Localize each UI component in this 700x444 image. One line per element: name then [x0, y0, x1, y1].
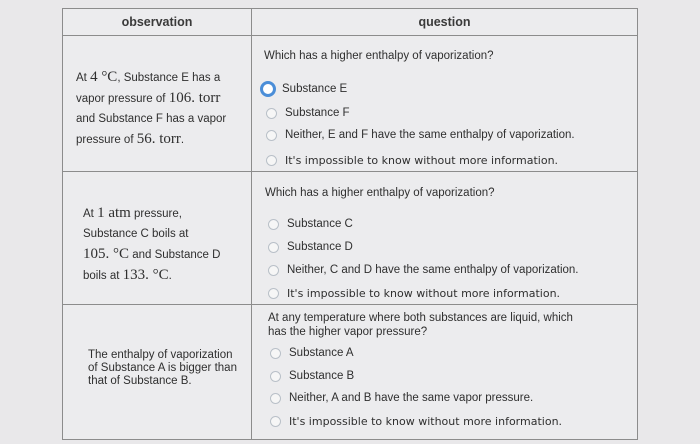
observation-1: At 4 °C, Substance E has a vapor pressure of 106. torr and Substance F has a vapor pressure of 56. torr. — [76, 69, 227, 147]
question-2-text: Which has a higher enthalpy of vaporization? — [265, 187, 495, 199]
option-neither-cd[interactable]: Neither, C and D have the same enthalpy of vaporization. — [268, 264, 579, 276]
radio-icon[interactable] — [270, 371, 281, 382]
option-substance-b[interactable]: Substance B — [270, 370, 354, 382]
radio-icon[interactable] — [266, 108, 277, 119]
question-1-text: Which has a higher enthalpy of vaporization? — [264, 50, 494, 62]
observation-2: At 1 atm pressure, Substance C boils at 105. °C and Substance D boils at 133. °C. — [83, 205, 221, 283]
option-substance-a[interactable]: Substance A — [270, 347, 354, 359]
question-3-text: At any temperature where both substances are liquid, which has the higher vapor pressure? — [268, 312, 573, 338]
option-neither-ef[interactable]: Neither, E and F have the same enthalpy of vaporization. — [266, 129, 575, 141]
column-divider — [251, 9, 252, 439]
observation-3: The enthalpy of vaporization of Substance A is bigger than that of Substance B. — [88, 349, 237, 387]
radio-icon[interactable] — [270, 393, 281, 404]
option-substance-f[interactable]: Substance F — [266, 107, 350, 119]
option-substance-e[interactable]: Substance E — [260, 81, 347, 97]
radio-icon[interactable] — [270, 348, 281, 359]
row-divider-2 — [63, 304, 637, 305]
radio-selected-icon[interactable] — [260, 81, 276, 97]
radio-icon[interactable] — [268, 265, 279, 276]
option-neither-ab[interactable]: Neither, A and B have the same vapor pressure. — [270, 392, 533, 404]
option-impossible-3[interactable]: It's impossible to know without more information. — [270, 415, 562, 428]
radio-icon[interactable] — [270, 416, 281, 427]
question-table — [62, 8, 638, 440]
option-impossible-1[interactable]: It's impossible to know without more information. — [266, 154, 558, 167]
radio-icon[interactable] — [268, 219, 279, 230]
radio-icon[interactable] — [268, 288, 279, 299]
radio-icon[interactable] — [268, 242, 279, 253]
option-substance-d[interactable]: Substance D — [268, 241, 353, 253]
option-impossible-2[interactable]: It's impossible to know without more information. — [268, 287, 560, 300]
row-divider-1 — [63, 171, 637, 172]
option-substance-c[interactable]: Substance C — [268, 218, 353, 230]
question-header: question — [418, 15, 471, 29]
radio-icon[interactable] — [266, 155, 277, 166]
radio-icon[interactable] — [266, 130, 277, 141]
observation-header: observation — [121, 15, 193, 29]
